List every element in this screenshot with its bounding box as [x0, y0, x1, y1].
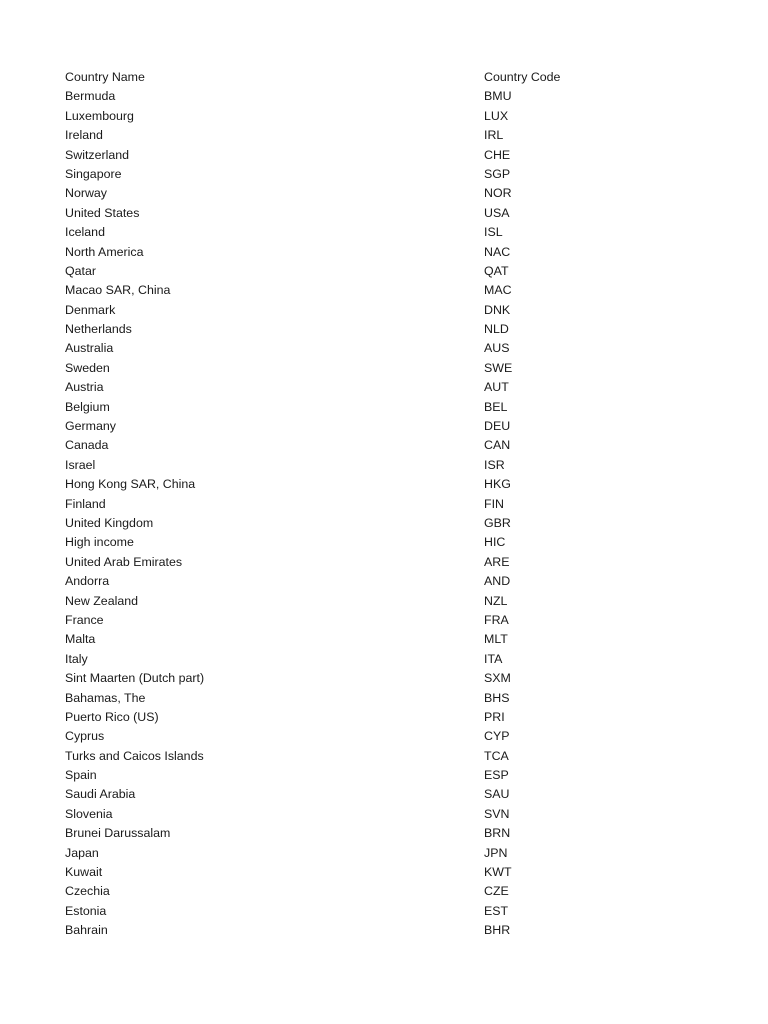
- country-code-cell: ISR: [484, 457, 505, 472]
- country-code-cell: BRN: [484, 826, 511, 841]
- country-name-cell: Bahamas, The: [65, 690, 146, 705]
- country-name-cell: Germany: [65, 419, 116, 434]
- country-name-cell: Sweden: [65, 360, 110, 375]
- table-row: [65, 436, 625, 455]
- table-row: [65, 921, 625, 940]
- country-code-cell: FRA: [484, 612, 509, 627]
- country-code-cell: LUX: [484, 108, 509, 123]
- country-code-cell: EST: [484, 903, 509, 918]
- table-row: [65, 592, 625, 611]
- table-row: [65, 630, 625, 649]
- table-row: [65, 572, 625, 591]
- country-code-cell: TCA: [484, 748, 509, 763]
- country-name-cell: Canada: [65, 438, 109, 453]
- country-name-cell: Norway: [65, 186, 107, 201]
- country-name-cell: Bermuda: [65, 89, 116, 104]
- country-code-cell: QAT: [484, 263, 509, 278]
- country-code-cell: ESP: [484, 768, 509, 783]
- country-name-cell: Kuwait: [65, 865, 103, 880]
- country-code-cell: JPN: [484, 845, 508, 860]
- country-name-cell: United Arab Emirates: [65, 554, 183, 569]
- country-code-cell: SWE: [484, 360, 513, 375]
- table-row: [65, 184, 625, 203]
- country-name-cell: Italy: [65, 651, 88, 666]
- country-name-cell: United Kingdom: [65, 515, 154, 530]
- country-name-cell: Slovenia: [65, 806, 113, 821]
- country-code-cell: NOR: [484, 186, 512, 201]
- country-code-cell: CZE: [484, 884, 509, 899]
- country-name-cell: Japan: [65, 845, 99, 860]
- country-name-cell: Brunei Darussalam: [65, 826, 171, 841]
- country-code-cell: SXM: [484, 671, 511, 686]
- country-name-cell: Bahrain: [65, 923, 108, 938]
- country-name-cell: Austria: [65, 380, 104, 395]
- country-code-cell: HKG: [484, 477, 511, 492]
- country-code-cell: DNK: [484, 302, 511, 317]
- country-code-cell: NLD: [484, 322, 509, 337]
- table-row: [65, 262, 625, 281]
- country-table: [65, 68, 625, 941]
- country-code-cell: ARE: [484, 554, 510, 569]
- country-code-cell: AND: [484, 574, 511, 589]
- table-row: [65, 669, 625, 688]
- table-row: [65, 146, 625, 165]
- country-code-cell: KWT: [484, 865, 512, 880]
- country-name-cell: Australia: [65, 341, 114, 356]
- country-code-cell: SAU: [484, 787, 510, 802]
- table-row: [65, 882, 625, 901]
- table-row: [65, 863, 625, 882]
- table-row: [65, 243, 625, 262]
- country-code-cell: MAC: [484, 283, 512, 298]
- country-name-cell: Andorra: [65, 574, 110, 589]
- country-name-cell: Czechia: [65, 884, 110, 899]
- country-name-cell: Iceland: [65, 225, 105, 240]
- table-row: [65, 650, 625, 669]
- country-code-cell: ISL: [484, 225, 503, 240]
- table-row: [65, 107, 625, 126]
- table-row: [65, 165, 625, 184]
- table-row: [65, 805, 625, 824]
- country-code-cell: NAC: [484, 244, 511, 259]
- table-row: [65, 514, 625, 533]
- table-row: [65, 708, 625, 727]
- country-code-cell: BEL: [484, 399, 508, 414]
- country-code-cell: NZL: [484, 593, 508, 608]
- country-name-cell: Saudi Arabia: [65, 787, 136, 802]
- column-header-country-name: Country Name: [65, 70, 145, 84]
- country-code-cell: BMU: [484, 89, 512, 104]
- country-name-cell: Israel: [65, 457, 96, 472]
- table-row: [65, 87, 625, 106]
- table-row: [65, 417, 625, 436]
- table-row: [65, 824, 625, 843]
- table-row: [65, 339, 625, 358]
- country-code-cell: PRI: [484, 709, 505, 724]
- country-name-cell: Turks and Caicos Islands: [65, 748, 204, 763]
- country-name-cell: France: [65, 612, 104, 627]
- table-row: [65, 204, 625, 223]
- country-name-cell: Cyprus: [65, 729, 105, 744]
- table-row: [65, 223, 625, 242]
- country-code-cell: SVN: [484, 806, 510, 821]
- table-row: [65, 785, 625, 804]
- table-row: [65, 398, 625, 417]
- country-name-cell: Malta: [65, 632, 96, 647]
- country-name-cell: Netherlands: [65, 322, 132, 337]
- table-row: [65, 456, 625, 475]
- country-code-cell: IRL: [484, 128, 504, 143]
- table-row: [65, 766, 625, 785]
- country-name-cell: Ireland: [65, 128, 103, 143]
- table-row: [65, 844, 625, 863]
- country-name-cell: Luxembourg: [65, 108, 134, 123]
- country-name-cell: Hong Kong SAR, China: [65, 477, 196, 492]
- table-row: [65, 533, 625, 552]
- country-name-cell: Sint Maarten (Dutch part): [65, 671, 205, 686]
- table-row: [65, 611, 625, 630]
- table-body: [65, 87, 625, 940]
- country-code-cell: CAN: [484, 438, 511, 453]
- table-row: [65, 902, 625, 921]
- table-row: [65, 281, 625, 300]
- country-code-cell: SGP: [484, 166, 511, 181]
- table-row: [65, 378, 625, 397]
- country-name-cell: Switzerland: [65, 147, 130, 162]
- table-row: [65, 553, 625, 572]
- country-name-cell: High income: [65, 535, 134, 550]
- table-row: [65, 475, 625, 494]
- country-code-cell: AUT: [484, 380, 509, 395]
- country-name-cell: Finland: [65, 496, 106, 511]
- country-code-cell: CHE: [484, 147, 511, 162]
- country-code-cell: DEU: [484, 419, 511, 434]
- table-row: [65, 320, 625, 339]
- country-code-cell: MLT: [484, 632, 508, 647]
- country-code-cell: BHS: [484, 690, 510, 705]
- country-name-cell: North America: [65, 244, 144, 259]
- country-name-cell: Singapore: [65, 166, 122, 181]
- table-row: [65, 689, 625, 708]
- table-row: [65, 126, 625, 145]
- country-name-cell: Puerto Rico (US): [65, 709, 159, 724]
- country-code-cell: FIN: [484, 496, 504, 511]
- country-code-cell: AUS: [484, 341, 510, 356]
- table-header-row: [65, 68, 625, 87]
- country-name-cell: Estonia: [65, 903, 107, 918]
- country-name-cell: Denmark: [65, 302, 116, 317]
- country-code-cell: GBR: [484, 515, 511, 530]
- country-code-cell: ITA: [484, 651, 503, 666]
- country-name-cell: Qatar: [65, 263, 96, 278]
- country-code-cell: HIC: [484, 535, 506, 550]
- country-name-cell: United States: [65, 205, 140, 220]
- country-name-cell: Macao SAR, China: [65, 283, 171, 298]
- table-row: [65, 301, 625, 320]
- country-name-cell: Spain: [65, 768, 97, 783]
- country-code-cell: BHR: [484, 923, 511, 938]
- country-code-cell: USA: [484, 205, 510, 220]
- column-header-country-code: Country Code: [484, 70, 561, 84]
- country-name-cell: New Zealand: [65, 593, 139, 608]
- table-row: [65, 727, 625, 746]
- country-code-cell: CYP: [484, 729, 510, 744]
- table-row: [65, 359, 625, 378]
- table-row: [65, 495, 625, 514]
- table-row: [65, 747, 625, 766]
- country-name-cell: Belgium: [65, 399, 110, 414]
